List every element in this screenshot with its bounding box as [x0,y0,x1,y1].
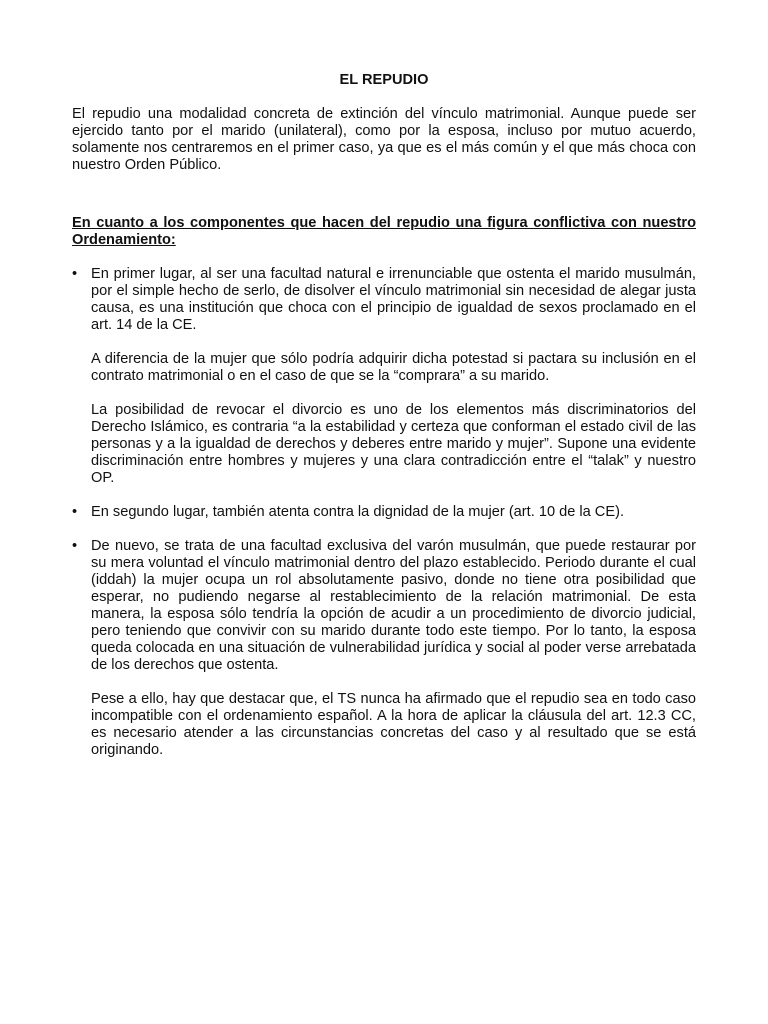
bullet-3-subparagraph-1: Pese a ello, hay que destacar que, el TS nunca ha afirmado que el repudio sea en todo caso incompatible con el ordenamiento español. A la hora de aplicar la cláusula del art. 12.3 CC, es necesario atender a las circunstancias concretas del caso y al resultado que se está originando. [91,691,696,758]
bullet-2-text: En segundo lugar, también atenta contra la dignidad de la mujer (art. 10 de la CE). [91,504,624,520]
bullet-3-text: De nuevo, se trata de una facultad exclusiva del varón musulmán, que puede restaurar por su mera voluntad el vínculo matrimonial dentro del plazo establecido. Periodo durante el cual (iddah) la mujer ocupa un rol absolutamente pasivo, donde no tiene otra posibilidad que esperar, no pudiendo negarse al restablecimiento de la relación matrimonial. De esta manera, la esposa sólo tendría la opción de acudir a un procedimiento de divorcio judicial, pero teniendo que convivir con su marido durante todo este tiempo. Por lo tanto, la esposa queda colocada en una situación de vulnerabilidad jurídica y social al poder verse arrebatada de los derechos que ostenta. [91,538,696,673]
bullet-icon: • [72,504,78,520]
bullet-icon: • [72,266,78,282]
bullet-1-text: En primer lugar, al ser una facultad natural e irrenunciable que ostenta el marido musulmán, por el simple hecho de serlo, de disolver el vínculo matrimonial sin necesidad de alegar justa causa, es una institución que choca con el principio de igualdad de sexos proclamado en el art. 14 de la CE. [91,266,696,333]
bullet-item-1 [72,266,696,487]
document-page [72,72,696,776]
intro-paragraph: El repudio una modalidad concreta de extinción del vínculo matrimonial. Aunque puede ser ejercido tanto por el marido (unilateral), como por la esposa, incluso por mutuo acuerdo, solamente nos centraremos en el primer caso, ya que es el más común y el que más choca con nuestro Orden Público. [72,106,696,173]
bullet-icon: • [72,538,78,554]
document-title: EL REPUDIO [339,72,429,88]
bullet-item-3 [72,538,696,759]
bullet-1-subparagraph-1: A diferencia de la mujer que sólo podría adquirir dicha potestad si pactara su inclusión en el contrato matrimonial o en el caso de que se la “comprara” a su marido. [91,351,696,384]
bullet-item-2 [72,504,696,521]
bullet-list [72,266,696,759]
section-heading: En cuanto a los componentes que hacen del repudio una figura conflictiva con nuestro Ordenamiento: [72,215,696,248]
bullet-1-subparagraph-2: La posibilidad de revocar el divorcio es uno de los elementos más discriminatorios del Derecho Islámico, es contraria “a la estabilidad y certeza que conforman el estado civil de las personas y a la igualdad de derechos y deberes entre marido y mujer”. Supone una evidente discriminación entre hombres y mujeres y una clara contradicción entre el “talak” y nuestro OP. [91,402,696,486]
